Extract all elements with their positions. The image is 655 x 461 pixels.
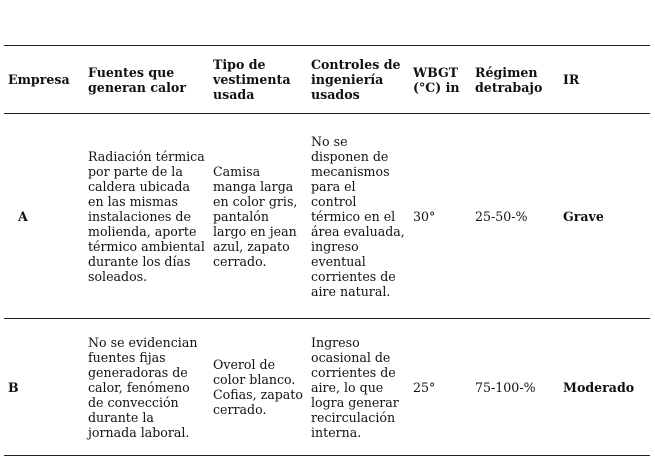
cell-vestimenta: Camisa manga larga en color gris, pantalón largo en jean azul, zapato cerrado. <box>209 114 307 319</box>
cell-wbgt: 25° <box>409 319 471 456</box>
cell-wbgt: 30° <box>409 114 471 319</box>
table-row <box>4 114 650 319</box>
cell-ir: Grave <box>559 114 650 319</box>
cell-vestimenta: Overol de color blanco. Cofias, zapato cerrado. <box>209 319 307 456</box>
cell-regimen: 75-100-% <box>471 319 559 456</box>
cell-fuentes: Radiación térmica por parte de la caldera ubicada en las mismas instalaciones de molienda, aporte térmico ambiental durante los días soleados. <box>84 114 209 319</box>
cell-ir: Moderado <box>559 319 650 456</box>
heat-stress-table <box>4 45 650 456</box>
cell-fuentes: No se evidencian fuentes fijas generadoras de calor, fenómeno de convección durante la jornada laboral. <box>84 319 209 456</box>
cell-empresa: A <box>4 114 84 319</box>
cell-controles: Ingreso ocasional de corrientes de aire, lo que logra generar recirculación interna. <box>307 319 409 456</box>
header-ir: IR <box>559 46 650 114</box>
header-vestimenta: Tipo de vestimenta usada <box>209 46 307 114</box>
cell-regimen: 25-50-% <box>471 114 559 319</box>
header-regimen: Régimen detrabajo <box>471 46 559 114</box>
header-wbgt: WBGT (°C) in <box>409 46 471 114</box>
header-row <box>4 46 650 114</box>
table-row <box>4 319 650 456</box>
header-empresa: Empresa <box>4 46 84 114</box>
cell-controles: No se disponen de mecanismos para el control térmico en el área evaluada, ingreso eventual corrientes de aire natural. <box>307 114 409 319</box>
cell-empresa: B <box>4 319 84 456</box>
header-fuentes: Fuentes que generan calor <box>84 46 209 114</box>
header-controles: Controles de ingeniería usados <box>307 46 409 114</box>
